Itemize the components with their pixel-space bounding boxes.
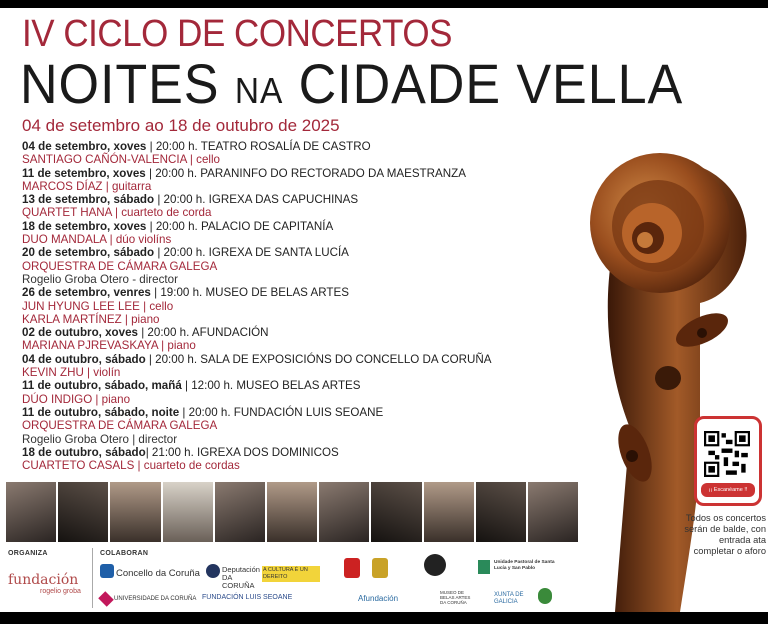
series-title-part1: NOITES (20, 52, 235, 115)
event-venue: | 20:00 h. SALA DE EXPOSICIÓNS DO CONCELLO DA CORUÑA (145, 352, 492, 366)
event-performer: MARCOS DÍAZ | guitarra (22, 179, 152, 193)
universidade-icon (98, 591, 114, 607)
event-date: 26 de setembro, venres (22, 286, 151, 300)
event-heading (22, 220, 582, 233)
artist-photo (476, 482, 526, 542)
artist-photo-strip (6, 482, 578, 542)
event-date: 18 de setembro, xoves (22, 219, 147, 233)
event-venue: | 20:00 h. TEATRO ROSALÍA DE CASTRO (146, 140, 371, 153)
artist-photo (424, 482, 474, 542)
artist-photo (6, 482, 56, 542)
event-venue: | 20:00 h. FUNDACIÓN LUIS SEOANE (179, 405, 384, 419)
colabora-label: COLABORAN (100, 550, 149, 557)
event-venue: | 19:00 h. MUSEO DE BELAS ARTES (150, 286, 349, 300)
universidade-logo: UNIVERSIDADE DA CORUÑA (114, 596, 197, 602)
cycle-title: IV CICLO DE CONCERTOS (22, 13, 453, 55)
leaf-emblem-icon (538, 588, 552, 604)
artist-photo (319, 482, 369, 542)
luis-seoane-logo: FUNDACIÓN LUIS SEOANE (202, 594, 293, 601)
xunta-logo: XUNTA DE GALICIA (494, 592, 524, 605)
event-venue: | 21:00 h. IGREXA DOS DOMINICOS (145, 445, 339, 459)
museo-logo: MUSEO DE BELAS ARTES DA CORUÑA (440, 590, 471, 605)
date-range: 04 de setembro ao 18 de outubro de 2025 (22, 116, 340, 135)
event-performer: ORQUESTRA DE CÁMARA GALEGA (22, 419, 218, 433)
event-performer: DÚO INDIGO | piano (22, 392, 131, 406)
event-date: 04 de setembro, xoves (22, 140, 147, 153)
artist-photo (58, 482, 108, 542)
event-venue: | 20:00 h. PALACIO DE CAPITANÍA (146, 219, 334, 233)
event-heading (22, 446, 582, 459)
event-performer: KEVIN ZHU | violín (22, 366, 121, 380)
event-venue: | 20:00 h. IGREXA DAS CAPUCHINAS (154, 193, 359, 207)
event-date: 20 de setembro, sábado (22, 246, 155, 260)
deputacion-icon (206, 564, 220, 578)
event-performer: SANTIAGO CAÑÓN-VALENCIA | cello (22, 153, 221, 167)
event-date: 02 de outubro, xoves (22, 326, 138, 340)
event-director: Rogelio Groba Otero - director (22, 272, 178, 286)
event-performer: ORQUESTRA DE CÁMARA GALEGA (22, 259, 218, 273)
event-heading (22, 167, 582, 180)
event-heading (22, 379, 582, 392)
event-performer: DUO MANDALA | dúo violíns (22, 233, 172, 247)
event-date: 04 de outubro, sábado (22, 352, 146, 366)
cultura-logo: A CULTURA É UN DEREITO (262, 566, 320, 582)
artist-photo (215, 482, 265, 542)
event-heading (22, 353, 582, 366)
qr-code-card[interactable] (694, 416, 762, 506)
event-performer: KARLA MARTÍNEZ | piano (22, 312, 160, 326)
event-date: 11 de outubro, sábado, mañá (22, 379, 182, 393)
qr-code-icon[interactable] (704, 431, 750, 477)
event-heading (22, 326, 582, 339)
series-title-part3: CIDADE VELLA (283, 52, 684, 115)
event-date: 13 de setembro, sábado (22, 193, 155, 207)
coat-of-arms-icon (372, 558, 388, 578)
event-heading (22, 140, 582, 153)
fundacion-sub-logo: rogelio groba (40, 588, 81, 595)
sponsor-divider (92, 548, 93, 608)
coat-of-arms-icon (344, 558, 360, 578)
artist-photo (110, 482, 160, 542)
event-performer: JUN HYUNG LEE LEE | cello (22, 299, 174, 313)
church-icon (478, 560, 490, 574)
artist-photo (371, 482, 421, 542)
event-heading (22, 193, 582, 206)
event-performer: CUARTETO CASALS | cuarteto de cordas (22, 459, 240, 473)
event-performer: MARIANA PJREVASKAYA | piano (22, 339, 196, 353)
organiza-label: ORGANIZA (8, 550, 48, 557)
artist-photo (163, 482, 213, 542)
concert-poster (0, 8, 768, 612)
event-list (22, 140, 582, 472)
event-heading (22, 246, 582, 259)
series-title (20, 54, 683, 121)
artist-photo (528, 482, 578, 542)
series-title-part2: NA (234, 70, 284, 111)
event-venue: | 20:00 h. AFUNDACIÓN (137, 326, 269, 340)
scan-me-button[interactable]: ¡¡ Escanéame !! (701, 483, 755, 497)
deputacion-logo: Deputación DA CORUÑA (222, 565, 260, 590)
event-heading (22, 286, 582, 299)
event-date: 11 de outubro, sábado, noite (22, 405, 180, 419)
event-date: 11 de setembro, xoves (22, 166, 146, 180)
free-entry-note: Todos os concertos serán de balde, con entrada ata completar o aforo (684, 513, 766, 556)
event-date: 18 de outubro, sábado (22, 445, 146, 459)
event-director: Rogelio Groba Otero | director (22, 432, 178, 446)
concello-logo: Concello da Coruña (116, 568, 200, 579)
concello-shield-icon (100, 564, 114, 578)
event-heading (22, 406, 582, 419)
afundacion-logo: Afundación (358, 594, 399, 603)
sponsor-bar (0, 544, 584, 612)
event-venue: | 12:00 h. MUSEO BELAS ARTES (181, 379, 361, 393)
fundacion-logo: fundación (8, 572, 79, 588)
artist-photo (267, 482, 317, 542)
event-venue: | 20:00 h. IGREXA DE SANTA LUCÍA (154, 246, 349, 260)
round-emblem-icon (424, 554, 446, 576)
event-venue: | 20:00 h. PARANINFO DO RECTORADO DA MAESTRANZA (145, 166, 466, 180)
unidade-pastoral-logo: Unidade Pastoral de Santa Lucía y San Pablo (494, 560, 555, 571)
event-performer: QUARTET HANA | cuarteto de corda (22, 206, 212, 220)
